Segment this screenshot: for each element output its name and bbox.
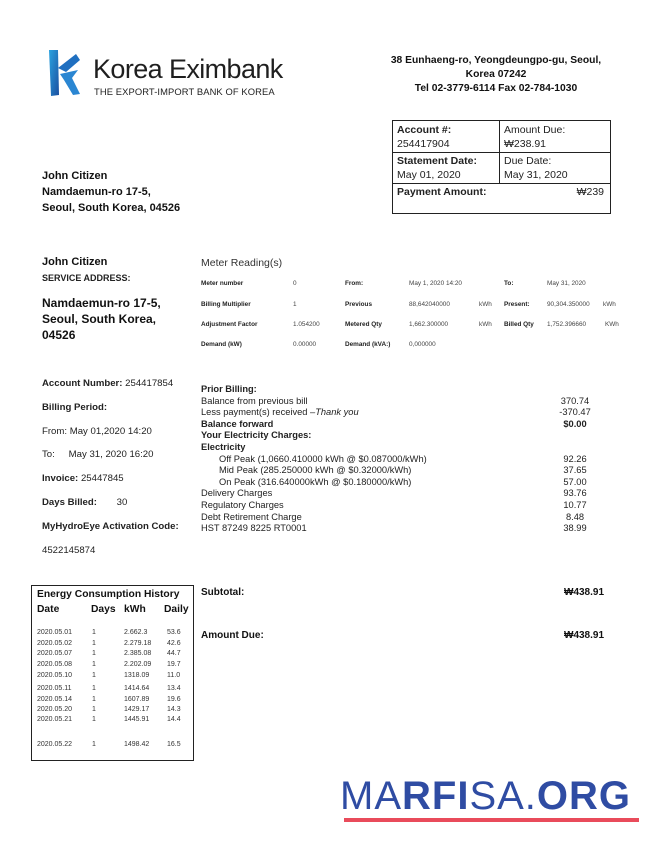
adjustment-factor-label: Adjustment Factor bbox=[201, 321, 258, 328]
watermark-underline bbox=[344, 818, 639, 822]
customer-name: John Citizen bbox=[42, 170, 108, 182]
billing-multiplier-label: Billing Multiplier bbox=[201, 301, 251, 308]
to-value: May 31, 2020 bbox=[547, 280, 586, 287]
charge-row: Delivery Charges 93.76 bbox=[201, 488, 587, 499]
due-date-label: Due Date: bbox=[504, 155, 552, 167]
subtotal-label: Subtotal: bbox=[201, 587, 245, 598]
charge-row: Balance forward $0.00 bbox=[201, 418, 587, 429]
service-address bbox=[42, 295, 161, 343]
amount-due-label: Amount Due: bbox=[504, 124, 566, 136]
billing-to-value: May 31, 2020 16:20 bbox=[68, 449, 154, 460]
service-address-line1: Namdaemun-ro 17-5, bbox=[42, 296, 161, 310]
billing-from-label: From: bbox=[42, 426, 68, 437]
history-title: Energy Consumption History bbox=[37, 589, 180, 600]
billing-to-label: To: bbox=[42, 449, 55, 460]
mailing-address bbox=[42, 168, 180, 216]
metered-qty-unit: kWh bbox=[479, 321, 492, 328]
charge-row: On Peak (316.640000kWh @ $0.180000/kWh) 57.00 bbox=[219, 476, 587, 487]
service-customer-name: John Citizen bbox=[42, 256, 108, 268]
days-billed-label: Days Billed: bbox=[42, 497, 97, 508]
summary-divider bbox=[393, 183, 610, 184]
invoice-row bbox=[42, 473, 124, 484]
account-number-label: Account Number: bbox=[42, 378, 123, 389]
company-address bbox=[376, 54, 616, 96]
history-header-date: Date bbox=[37, 604, 60, 615]
billing-period-to bbox=[42, 449, 153, 460]
account-number-label: Account #: bbox=[397, 124, 452, 136]
service-address-line3: 04526 bbox=[42, 328, 76, 342]
previous-label: Previous bbox=[345, 301, 372, 308]
charge-row: Off Peak (1,0660.410000 kWh @ $0.087000/kWh) 92.26 bbox=[219, 453, 587, 464]
summary-divider bbox=[393, 152, 610, 153]
previous-unit: kWh bbox=[479, 301, 492, 308]
charge-row: Prior Billing: bbox=[201, 384, 257, 394]
billed-qty-value: 1,752.396660 bbox=[547, 321, 587, 328]
activation-code-value: 4522145874 bbox=[42, 545, 96, 556]
from-label: From: bbox=[345, 280, 364, 287]
days-billed-value: 30 bbox=[116, 497, 128, 508]
metered-qty-label: Metered Qty bbox=[345, 321, 382, 328]
charge-row: Balance from previous bill 370.74 bbox=[201, 395, 590, 406]
billed-qty-label: Billed Qty bbox=[504, 321, 534, 328]
charge-row: Your Electricity Charges: bbox=[201, 430, 312, 441]
adjustment-factor-value: 1.054200 bbox=[293, 321, 320, 328]
company-address-line1: 38 Eunhaeng-ro, Yeongdeungpo-gu, Seoul, bbox=[390, 55, 602, 66]
service-address-label: SERVICE ADDRESS: bbox=[42, 273, 131, 283]
amount-due-total-value: ₩438.91 bbox=[564, 630, 605, 641]
present-unit: kWh bbox=[603, 301, 616, 308]
present-label: Present: bbox=[504, 301, 530, 308]
energy-consumption-history: Energy Consumption History Date Days kWh Daily 2020.05.01 1 2.662.3 53.6 2020.05.02 1 2.279.18 42.6 2020.05.07 1 2.385.08 44.7 2020.05.08 1 2.202.09 19.7 2020.05.10 1 1318.09 11.0 2020.05.11 1 1414.64 13.4 2020.05.14 1 1607.89 19.6 2020.05.20 1 1429.17 14.3 2020.05.21 1 1445.91 14.4 2020.05.22 1 1498.42 16.5 bbox=[31, 585, 194, 761]
demand-kw-label: Demand (kW) bbox=[201, 341, 242, 348]
history-header-kwh: kWh bbox=[124, 604, 146, 615]
payment-amount-value: ₩239 bbox=[576, 186, 604, 198]
billing-period-label: Billing Period: bbox=[42, 402, 108, 413]
from-value: May 1, 2020 14:20 bbox=[409, 280, 462, 287]
charges-list bbox=[201, 384, 605, 535]
previous-value: 88,642040000 bbox=[409, 301, 450, 308]
billing-from-value: May 01,2020 14:20 bbox=[69, 426, 152, 437]
charge-row: Electricity bbox=[201, 441, 246, 452]
korea-eximbank-logo bbox=[46, 48, 283, 100]
demand-kva-value: 0,000000 bbox=[409, 341, 436, 348]
demand-kva-label: Demand (kVA:) bbox=[345, 341, 391, 348]
meter-readings-grid bbox=[201, 280, 621, 352]
marfisa-watermark: MARFISA.ORG bbox=[340, 774, 632, 818]
account-summary-box bbox=[392, 120, 611, 214]
invoice-value: 25447845 bbox=[80, 473, 124, 484]
charge-row: Mid Peak (285.250000 kWh @ $0.32000/kWh) 37.65 bbox=[219, 465, 587, 476]
billing-multiplier-value: 1 bbox=[293, 301, 297, 308]
charge-row: Debt Retirement Charge 8.48 bbox=[201, 511, 585, 522]
subtotal-value: ₩438.91 bbox=[564, 587, 605, 598]
logo-name: Korea Eximbank bbox=[93, 54, 283, 84]
amount-due-value: ₩238.91 bbox=[504, 138, 547, 150]
present-value: 90,304.350000 bbox=[547, 301, 590, 308]
charge-row: Regulatory Charges 10.77 bbox=[201, 499, 587, 510]
account-number-value: 254417904 bbox=[397, 138, 450, 150]
history-header-days: Days bbox=[91, 604, 116, 615]
activation-code-label: MyHydroEye Activation Code: bbox=[42, 521, 179, 532]
statement-date-label: Statement Date: bbox=[397, 155, 477, 167]
mailing-address-line2: Seoul, South Korea, 04526 bbox=[42, 202, 181, 214]
due-date-value: May 31, 2020 bbox=[504, 169, 568, 181]
charge-row: HST 87249 8225 RT0001 38.99 bbox=[201, 523, 587, 534]
statement-date-value: May 01, 2020 bbox=[397, 169, 461, 181]
to-label: To: bbox=[504, 280, 514, 287]
demand-kw-value: 0.00000 bbox=[293, 341, 317, 348]
charge-row: Less payment(s) received –Thank you -370.47 bbox=[201, 407, 591, 418]
history-header-daily: Daily bbox=[164, 604, 189, 615]
metered-qty-value: 1,662.300000 bbox=[409, 321, 449, 328]
account-number-row bbox=[42, 378, 173, 389]
amount-due-total-label: Amount Due: bbox=[201, 630, 264, 641]
billed-qty-unit: KWh bbox=[605, 321, 619, 328]
account-number-value: 254417854 bbox=[125, 378, 174, 389]
company-address-line3: Tel 02-3779-6114 Fax 02-784-1030 bbox=[414, 83, 578, 94]
meter-readings-title: Meter Reading(s) bbox=[201, 257, 283, 269]
company-address-line2: Korea 07242 bbox=[465, 69, 527, 80]
days-billed-row bbox=[42, 497, 127, 508]
eximbank-k-logo-icon bbox=[46, 48, 82, 98]
logo-subtitle: THE EXPORT-IMPORT BANK OF KOREA bbox=[94, 86, 275, 97]
mailing-address-line1: Namdaemun-ro 17-5, bbox=[42, 186, 151, 198]
payment-amount-label: Payment Amount: bbox=[397, 186, 487, 198]
invoice-label: Invoice: bbox=[42, 473, 79, 484]
meter-number-value: 0 bbox=[293, 280, 297, 287]
service-address-line2: Seoul, South Korea, bbox=[42, 312, 157, 326]
meter-number-label: Meter number bbox=[201, 280, 244, 287]
billing-period-from bbox=[42, 426, 152, 437]
